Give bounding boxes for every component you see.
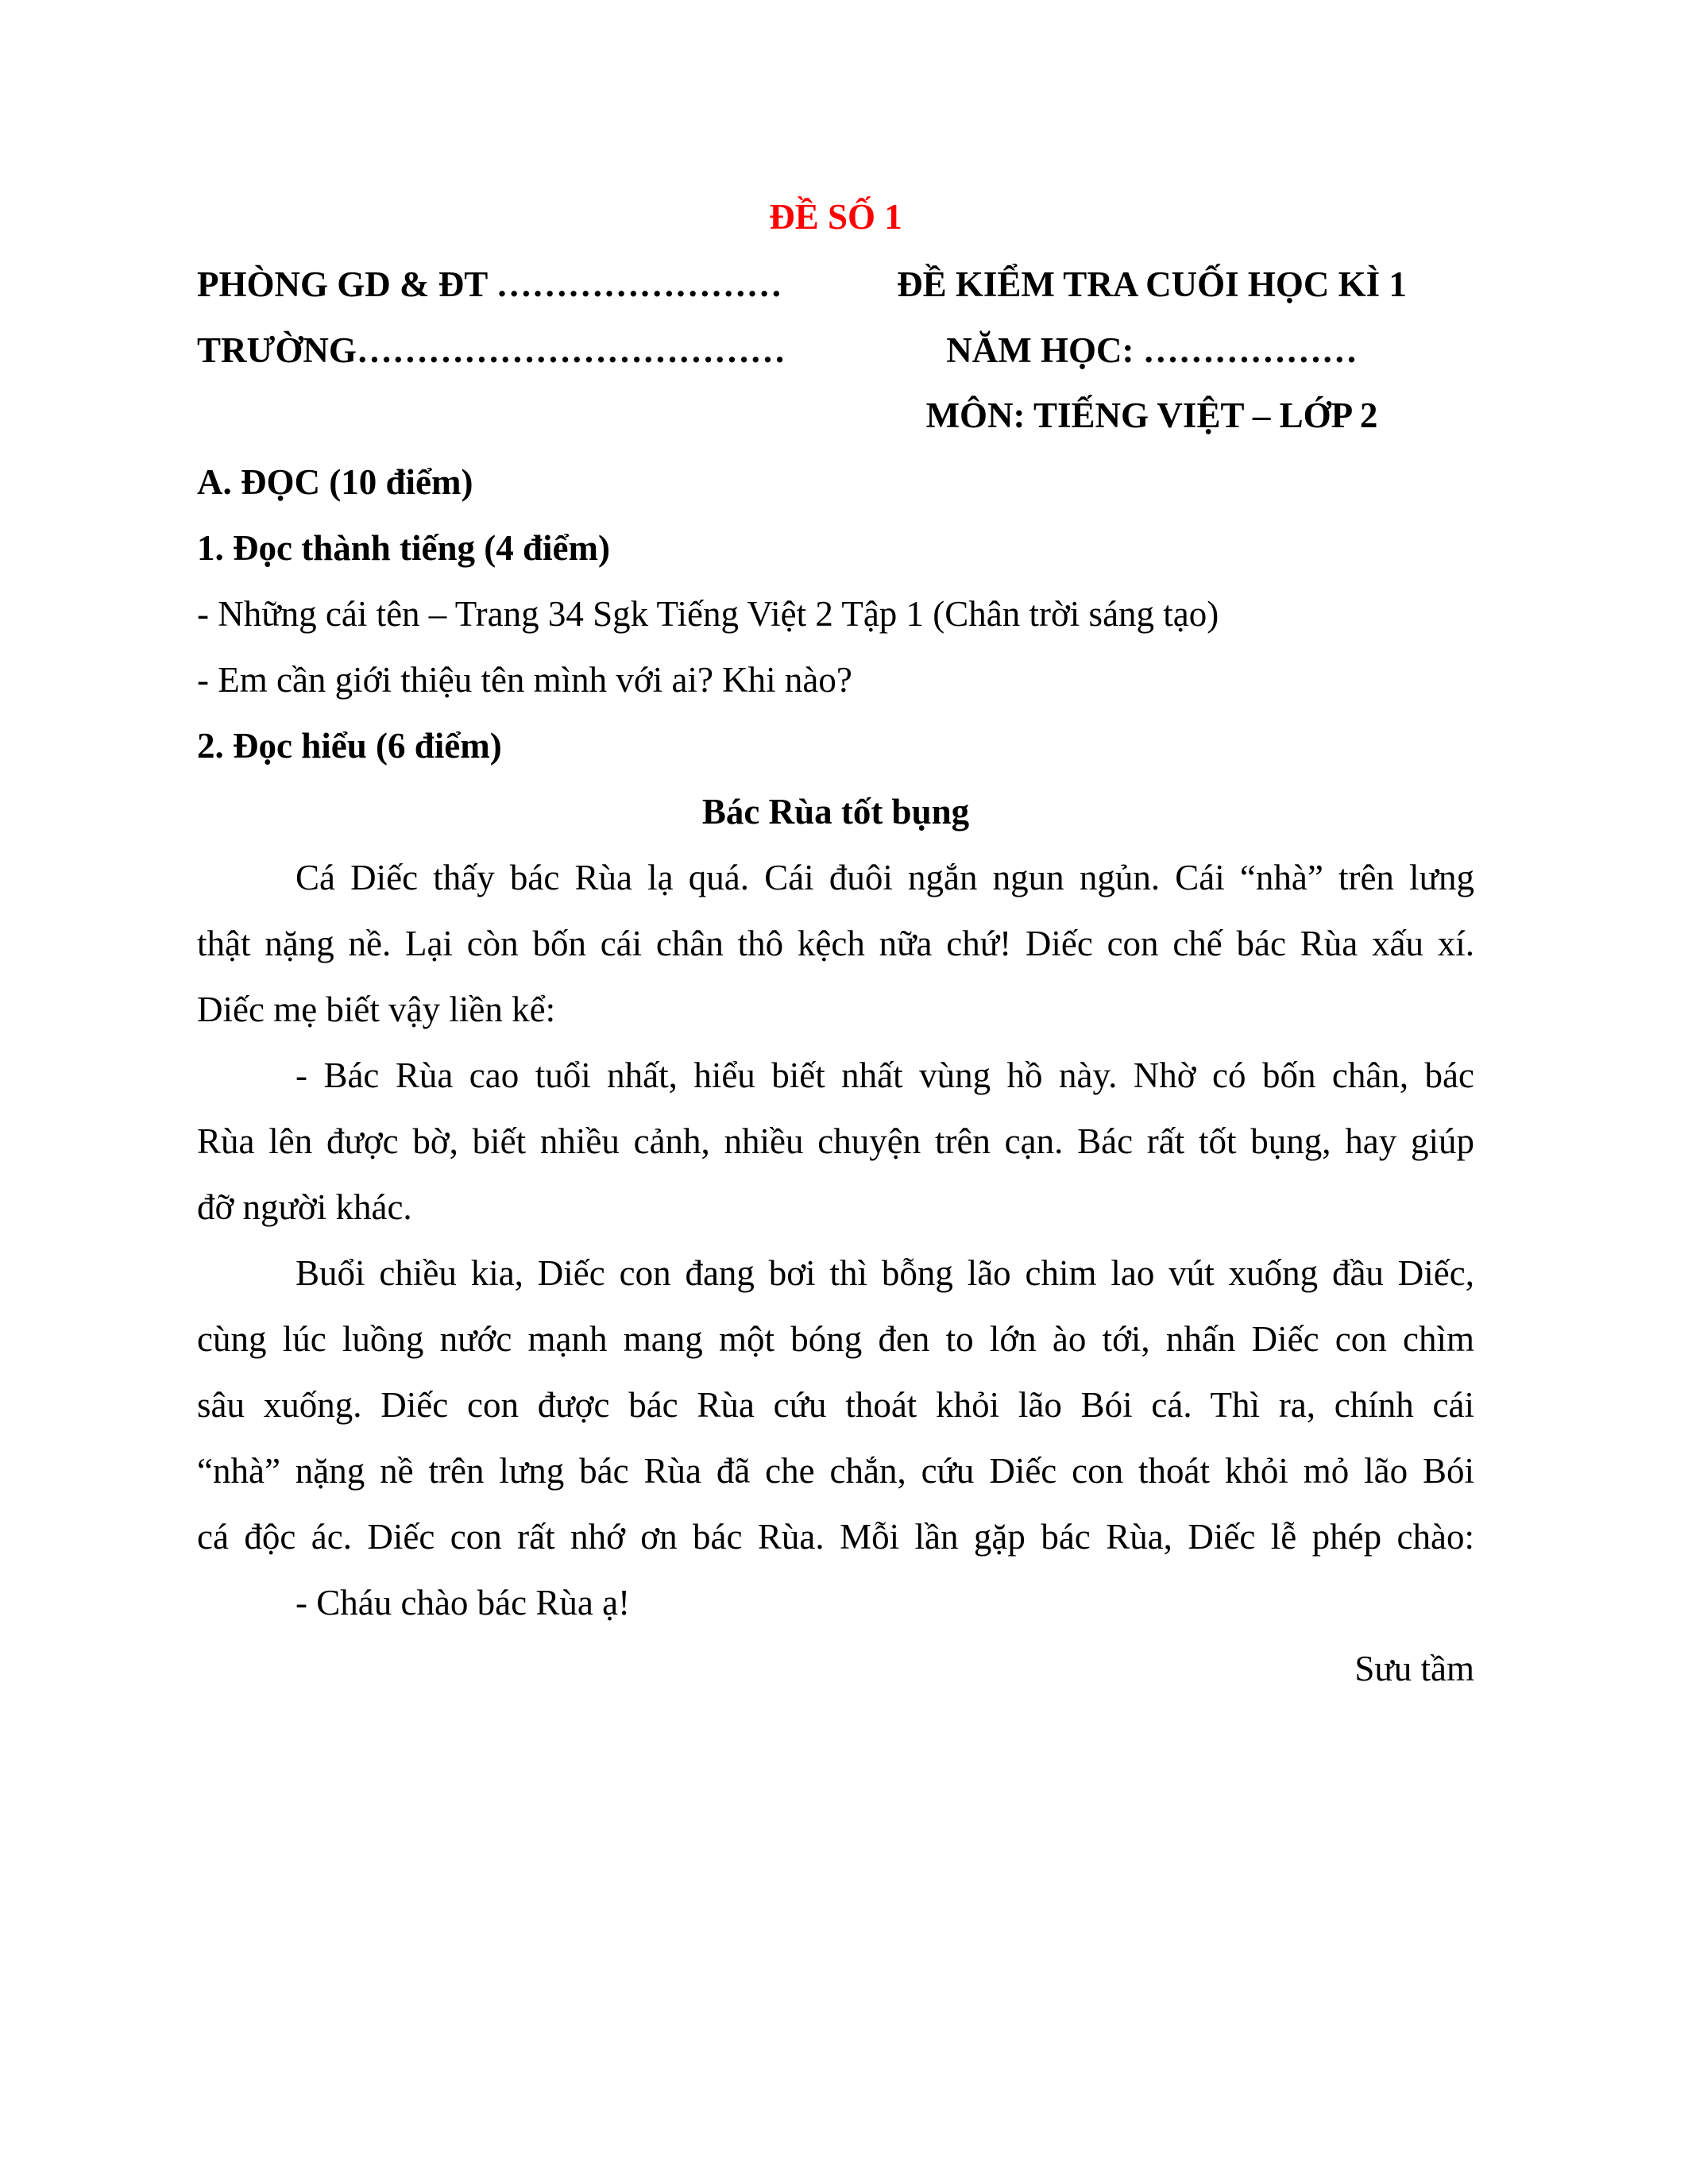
header-row-2 (197, 318, 1474, 384)
story-line: Rùa lên được bờ, biết nhiều cảnh, nhiều chuyện trên cạn. Bác rất tốt bụng, hay giúp (197, 1121, 1474, 1161)
story-line: - Cháu chào bác Rùa ạ! (295, 1583, 631, 1623)
exam-title: ĐỀ KIỂM TRA CUỐI HỌC KÌ 1 (897, 264, 1407, 304)
school-year: NĂM HỌC: ……………… (946, 330, 1358, 370)
story-line: cùng lúc luồng nước mạnh mang một bóng đen to lớn ào tới, nhấn Diếc con chìm (197, 1319, 1474, 1359)
story-line: đỡ người khác. (197, 1187, 412, 1227)
part1-heading: 1. Đọc thành tiếng (4 điểm) (197, 528, 610, 568)
department-field: PHÒNG GD & ĐT …………………… (197, 264, 782, 304)
subject: MÔN: TIẾNG VIỆT – LỚP 2 (925, 396, 1378, 435)
header-row-3 (197, 383, 1474, 449)
story-line: Cá Diếc thấy bác Rùa lạ quá. Cái đuôi ngắn ngun ngủn. Cái “nhà” trên lưng (295, 858, 1474, 897)
story-line: - Bác Rùa cao tuổi nhất, hiểu biết nhất vùng hồ này. Nhờ có bốn chân, bác (295, 1055, 1474, 1095)
story-line: thật nặng nề. Lại còn bốn cái chân thô kệch nữa chứ! Diếc con chế bác Rùa xấu xí. (197, 924, 1474, 963)
story-line: Buổi chiều kia, Diếc con đang bơi thì bỗng lão chim lao vút xuống đầu Diếc, (295, 1253, 1474, 1293)
school-field: TRƯỜNG……………………………… (197, 330, 786, 370)
exam-number: ĐỀ SỐ 1 (769, 197, 902, 237)
header-row-1 (197, 252, 1474, 318)
story-line: cá độc ác. Diếc con rất nhớ ơn bác Rùa. Mỗi lần gặp bác Rùa, Diếc lễ phép chào: (197, 1517, 1474, 1557)
story-line: sâu xuống. Diếc con được bác Rùa cứu thoát khỏi lão Bói cá. Thì ra, chính cái (197, 1385, 1474, 1425)
part1-item: - Những cái tên – Trang 34 Sgk Tiếng Việt 2 Tập 1 (Chân trời sáng tạo) (197, 594, 1219, 634)
story-line: “nhà” nặng nề trên lưng bác Rùa đã che chắn, cứu Diếc con thoát khỏi mỏ lão Bói (197, 1451, 1474, 1491)
story-source: Sưu tầm (1354, 1649, 1474, 1688)
story-line: Diếc mẹ biết vậy liền kể: (197, 990, 556, 1029)
part2-heading: 2. Đọc hiểu (6 điểm) (197, 726, 502, 766)
part1-item: - Em cần giới thiệu tên mình với ai? Khi nào? (197, 660, 852, 700)
story-title: Bác Rùa tốt bụng (701, 792, 970, 832)
section-a-heading: A. ĐỌC (10 điểm) (197, 462, 473, 502)
